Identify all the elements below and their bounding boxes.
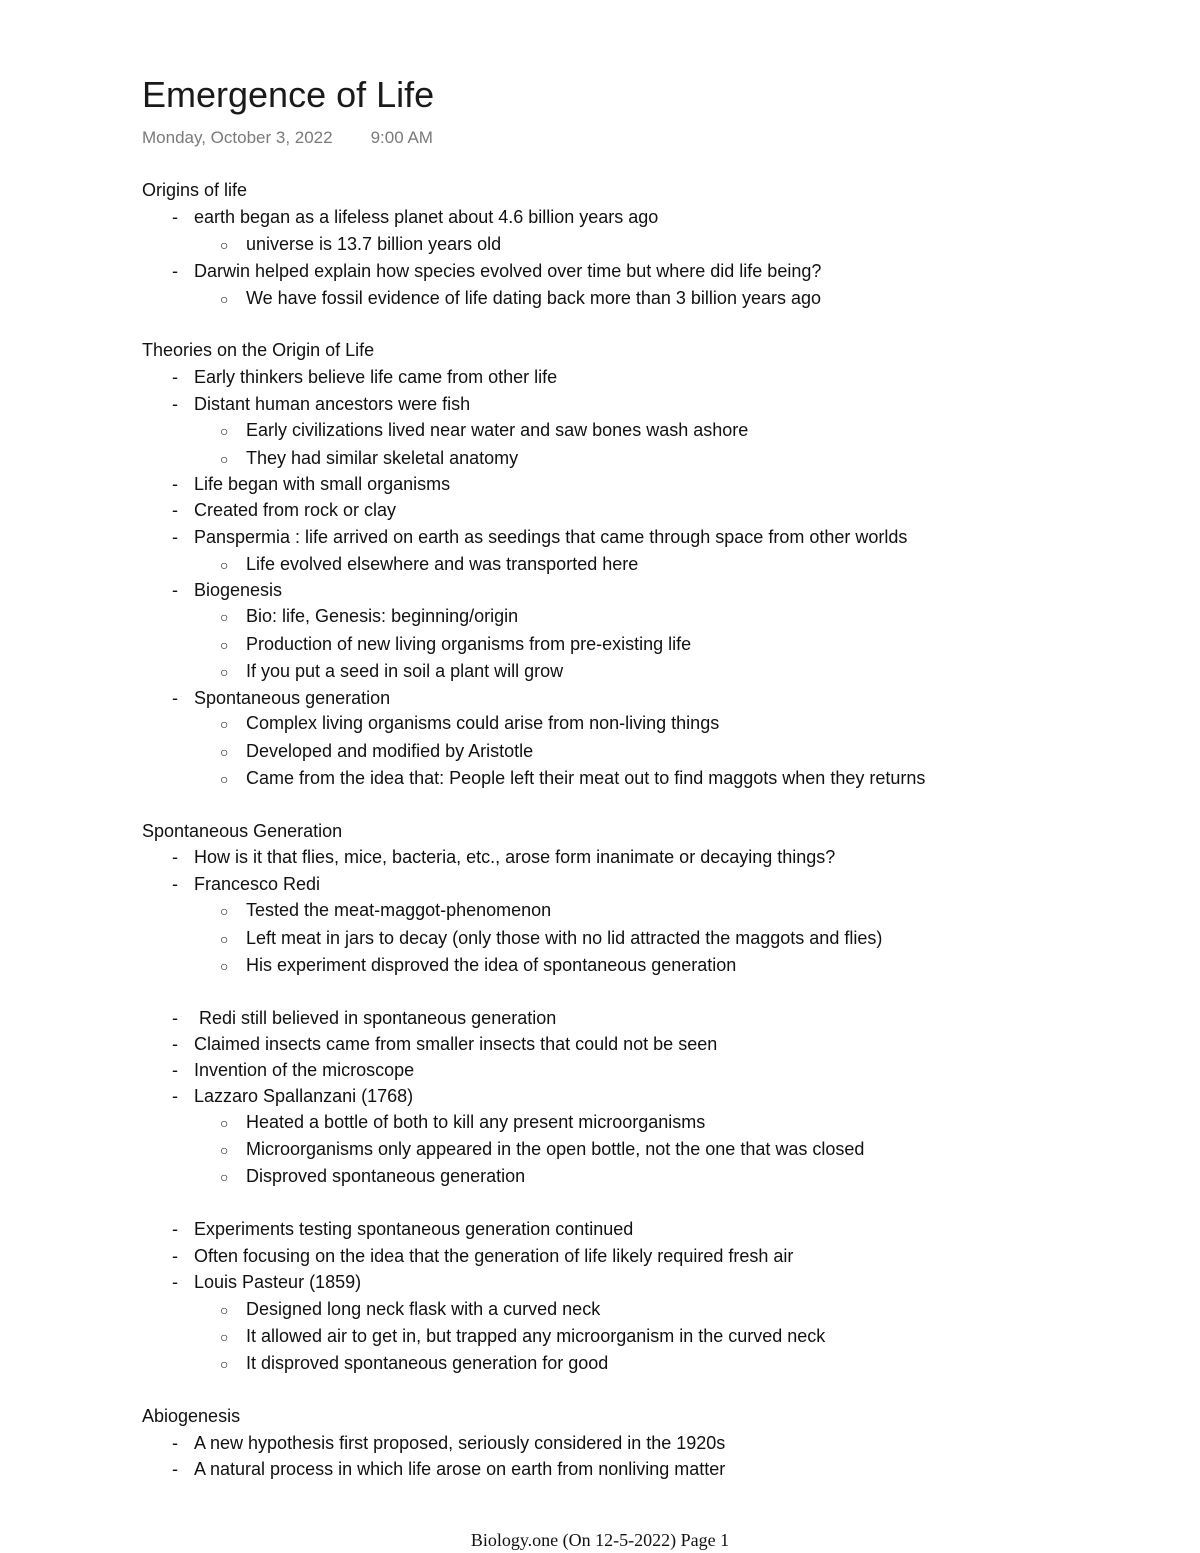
circle-bullet-icon: ○ [220,1329,229,1345]
dash-bullet-icon: - [172,1246,178,1266]
circle-bullet-icon: ○ [220,291,229,307]
bullet-text: Bio: life, Genesis: beginning/origin [246,606,519,626]
bullet-text: If you put a seed in soil a plant will grow [246,661,564,681]
bullet-item [172,1032,717,1056]
dash-bullet-icon: - [172,474,178,494]
bullet-item [172,1058,414,1082]
bullet-text: It allowed air to get in, but trapped any microorganism in the curved neck [246,1326,826,1346]
bullet-text: Early civilizations lived near water and saw bones wash ashore [246,420,749,440]
sub-bullet-item [220,711,719,736]
dash-bullet-icon: - [172,1433,178,1453]
section-heading: Origins of life [142,180,248,200]
bullet-text: Heated a bottle of both to kill any present microorganisms [246,1112,706,1132]
bullet-text: A natural process in which life arose on earth from nonliving matter [194,1459,726,1479]
dash-bullet-icon: - [172,580,178,600]
bullet-text: Came from the idea that: People left their meat out to find maggots when they returns [246,768,926,788]
sub-bullet-item [220,766,925,791]
bullet-text: earth began as a lifeless planet about 4.6 billion years ago [194,207,659,227]
dash-bullet-icon: - [172,207,178,227]
dash-bullet-icon: - [172,1219,178,1239]
section-heading: Abiogenesis [142,1406,241,1426]
bullet-text: Complex living organisms could arise from non-living things [246,713,720,733]
dash-bullet-icon: - [172,500,178,520]
bullet-text: Designed long neck flask with a curved neck [246,1299,601,1319]
bullet-text: His experiment disproved the idea of spontaneous generation [246,955,737,975]
bullet-text: Francesco Redi [194,874,321,894]
bullet-item [172,498,396,522]
dash-bullet-icon: - [172,261,178,281]
circle-bullet-icon: ○ [220,1356,229,1372]
section-heading: Theories on the Origin of Life [142,340,375,360]
dash-bullet-icon: - [172,394,178,414]
bullet-item [172,205,658,229]
bullet-text: Darwin helped explain how species evolved over time but where did life being? [194,261,822,281]
dash-bullet-icon: - [172,847,178,867]
bullet-text: Spontaneous generation [194,688,391,708]
circle-bullet-icon: ○ [220,716,229,732]
bullet-text: Lazzaro Spallanzani (1768) [194,1086,414,1106]
circle-bullet-icon: ○ [220,931,229,947]
bullet-text: It disproved spontaneous generation for good [246,1353,609,1373]
sub-bullet-item [220,953,736,978]
circle-bullet-icon: ○ [220,1142,229,1158]
sub-bullet-item [220,1164,525,1189]
dash-bullet-icon: - [172,1008,178,1028]
circle-bullet-icon: ○ [220,903,229,919]
dash-bullet-icon: - [172,874,178,894]
bullet-item [172,578,282,602]
bullet-text: We have fossil evidence of life dating back more than 3 billion years ago [246,288,821,308]
bullet-text: Production of new living organisms from pre-existing life [246,634,692,654]
sub-bullet-item [220,898,551,923]
bullet-text: Claimed insects came from smaller insects that could not be seen [194,1034,718,1054]
sub-bullet-item [220,446,518,471]
bullet-item [172,472,450,496]
bullet-item [172,686,390,710]
bullet-text: Tested the meat-maggot-phenomenon [246,900,552,920]
bullet-text: Disproved spontaneous generation [246,1166,526,1186]
circle-bullet-icon: ○ [220,1115,229,1131]
bullet-text: Redi still believed in spontaneous generation [194,1008,557,1028]
bullet-item [172,259,821,283]
circle-bullet-icon: ○ [220,637,229,653]
bullet-item [172,1457,725,1481]
bullet-text: Often focusing on the idea that the generation of life likely required fresh air [194,1246,794,1266]
dash-bullet-icon: - [172,1459,178,1479]
circle-bullet-icon: ○ [220,451,229,467]
sub-bullet-item [220,1110,705,1135]
bullet-item [172,1244,793,1268]
bullet-item [172,1270,361,1294]
bullet-item [172,872,320,896]
sub-bullet-item [220,552,638,577]
sub-bullet-item [220,604,518,629]
page-title: Emergence of Life [142,74,435,115]
circle-bullet-icon: ○ [220,1169,229,1185]
circle-bullet-icon: ○ [220,744,229,760]
sub-bullet-item [220,632,691,657]
bullet-item [172,525,907,549]
circle-bullet-icon: ○ [220,237,229,253]
bullet-item [172,1431,725,1455]
sub-bullet-item [220,1137,864,1162]
note-timestamp [142,126,433,150]
sub-bullet-item [220,1351,608,1376]
circle-bullet-icon: ○ [220,609,229,625]
page-footer: Biology.one (On 12-5-2022) Page 1 [470,1530,730,1550]
sub-bullet-item [220,232,501,257]
note-date: Monday, October 3, 2022 [142,128,333,147]
bullet-item [172,1006,556,1030]
bullet-text: Distant human ancestors were fish [194,394,471,414]
dash-bullet-icon: - [172,527,178,547]
dash-bullet-icon: - [172,1034,178,1054]
dash-bullet-icon: - [172,1086,178,1106]
bullet-text: Biogenesis [194,580,283,600]
bullet-text: Early thinkers believe life came from other life [194,367,558,387]
sub-bullet-item [220,1324,825,1349]
bullet-text: Experiments testing spontaneous generation continued [194,1219,634,1239]
circle-bullet-icon: ○ [220,771,229,787]
bullet-text: Life began with small organisms [194,474,451,494]
circle-bullet-icon: ○ [220,958,229,974]
bullet-text: Created from rock or clay [194,500,397,520]
bullet-text: Panspermia : life arrived on earth as seedings that came through space from other worlds [194,527,908,547]
circle-bullet-icon: ○ [220,1302,229,1318]
sub-bullet-item [220,1297,600,1322]
sub-bullet-item [220,739,533,764]
bullet-item [172,845,835,869]
bullet-text: Life evolved elsewhere and was transported here [246,554,639,574]
bullet-text: Developed and modified by Aristotle [246,741,534,761]
dash-bullet-icon: - [172,1272,178,1292]
bullet-text: Louis Pasteur (1859) [194,1272,362,1292]
sub-bullet-item [220,659,563,684]
bullet-item [172,392,470,416]
bullet-text: Invention of the microscope [194,1060,415,1080]
bullet-item [172,1217,633,1241]
sub-bullet-item [220,926,882,951]
dash-bullet-icon: - [172,1060,178,1080]
bullet-text: They had similar skeletal anatomy [246,448,519,468]
note-time: 9:00 AM [370,128,433,147]
bullet-item [172,1084,413,1108]
bullet-text: A new hypothesis first proposed, seriously considered in the 1920s [194,1433,726,1453]
section-heading: Spontaneous Generation [142,821,343,841]
bullet-text: Microorganisms only appeared in the open bottle, not the one that was closed [246,1139,865,1159]
circle-bullet-icon: ○ [220,557,229,573]
dash-bullet-icon: - [172,367,178,387]
bullet-item [172,365,557,389]
circle-bullet-icon: ○ [220,423,229,439]
sub-bullet-item [220,418,748,443]
sub-bullet-item [220,286,821,311]
bullet-text: Left meat in jars to decay (only those with no lid attracted the maggots and flies) [246,928,883,948]
dash-bullet-icon: - [172,688,178,708]
bullet-text: How is it that flies, mice, bacteria, etc., arose form inanimate or decaying things? [194,847,836,867]
bullet-text: universe is 13.7 billion years old [246,234,502,254]
circle-bullet-icon: ○ [220,664,229,680]
